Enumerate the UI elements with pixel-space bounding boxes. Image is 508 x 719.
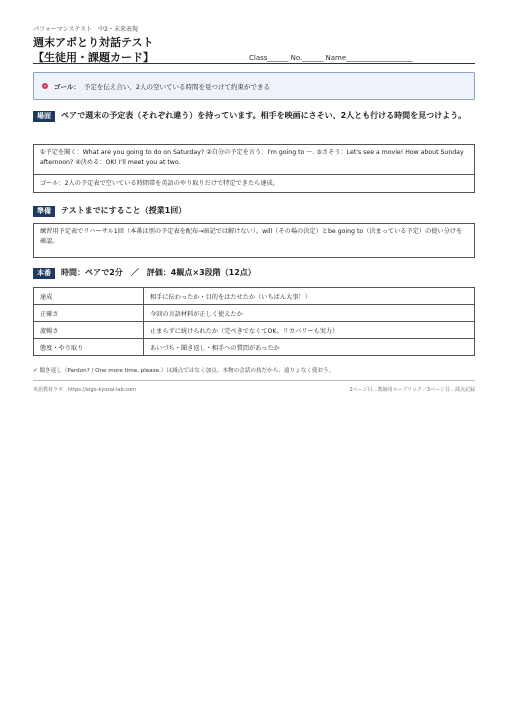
header-meta: パフォーマンステスト 中2・未来表現 [33,26,138,33]
scene-heading-text: ペアで週末の予定表（それぞれ違う）を持っています。相手を映画にさそい、2人とも行ける時間を見つけよう。 [61,111,467,120]
description-cell: あいづち・聞き返し・相手への質問があったか [144,339,475,356]
prep-text: 練習用予定表でリハーサル1回（本番は別の予定表を配布→暗記では解けない）。will（その場の決定）とbe going to（決まっている予定）の使い分けを確認。 [40,228,463,245]
page-subtitle: 【生徒用・課題カード】 [33,51,154,64]
goal-label: ゴール： [54,82,80,91]
table-row [34,339,475,356]
footer-source: 英語教材ラボ https://eigo-kyozai-lab.com [33,387,137,393]
table-row [34,305,475,322]
description-cell: 今回の言語材料が正しく使えたか [144,305,475,322]
scene-box [33,144,475,193]
prep-tag: 準備 [33,206,55,217]
main-tag: 本番 [33,268,55,279]
description-cell: 止まらずに続けられたか（完ぺきでなくてOK。リカバリーも実力） [144,322,475,339]
goal-box [33,72,475,100]
criterion-cell: 態度・やり取り [34,339,144,356]
prep-heading [33,205,475,217]
footer-page-guide: 2ページ目…教師用ルーブリック／3ページ目…採点記録 [349,387,475,393]
main-heading [33,267,475,279]
scene-goal-line: ゴール：2人の予定表で空いている時間帯を英語のやり取りだけで特定できたら達成。 [34,174,474,192]
header-divider [33,63,475,64]
footer-divider [33,380,475,381]
criterion-cell: 達成 [34,288,144,305]
prep-heading-text: テストまでにすること（授業1回） [61,206,187,215]
tip-note: ✓ 聞き返し（Pardon? / One more time, please.）は減点ではなく加点。本物の会話の技だから、遠りょなく使おう。 [33,368,335,374]
criterion-cell: 流暢さ [34,322,144,339]
page-title: 週末アポとり対話テスト [33,36,154,49]
scene-tag: 場面 [33,111,55,122]
table-row [34,288,475,305]
table-row [34,322,475,339]
criterion-cell: 正確さ [34,305,144,322]
goal-text: 予定を伝え合い、2人の空いている時間を見つけて約束ができる [83,82,271,91]
target-icon [42,83,48,89]
name-fields: Class______ No.______ Name___________________ [249,54,413,62]
main-heading-text: 時間：ペアで2分 ／ 評価：4観点×3段階（12点） [61,268,256,277]
description-cell: 相手に伝わったか・目的をはたせたか（いちばん大事！） [144,288,475,305]
prep-box [33,223,475,258]
scene-heading [33,110,475,122]
scene-steps: ①予定を聞く：What are you going to do on Saturday? ②自分の予定を言う：I'm going to ～. ③さそう：Let's see a movie! How about Sunday afternoon? ④決める：OK! I'll meet you at two. [40,149,464,166]
rubric-table [33,287,475,356]
